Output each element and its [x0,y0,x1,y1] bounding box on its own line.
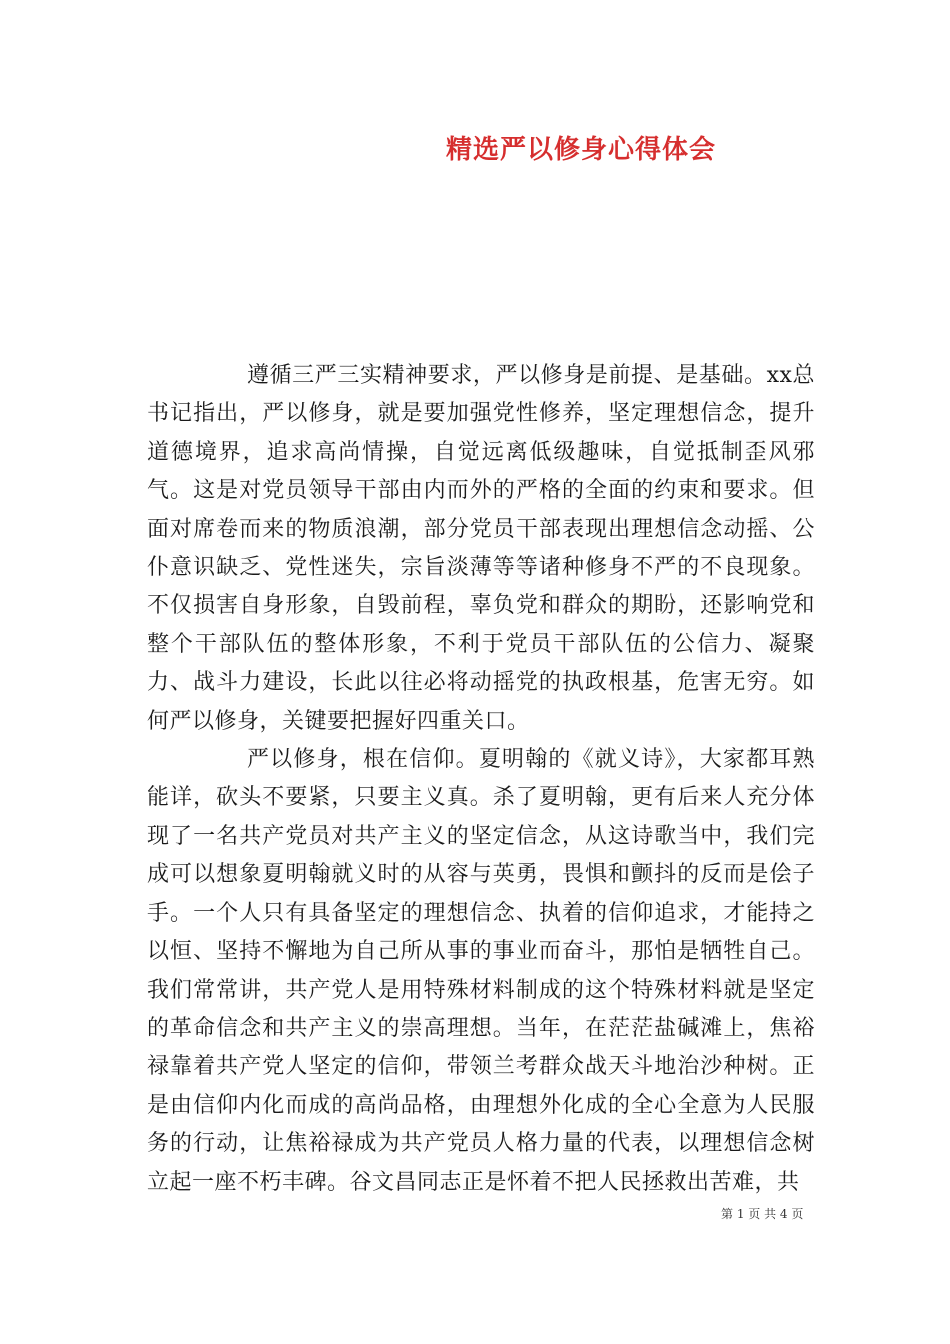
document-title: 精选严以修身心得体会 [446,135,717,165]
document-body [147,357,815,1202]
page-number: 第 1 页 共 4 页 [721,1207,804,1221]
paragraph: 遵循三严三实精神要求，严以修身是前提、是基础。xx总书记指出，严以修身，就是要加强党性修养，坚定理想信念，提升道德境界，追求高尚情操，自觉远离低级趣味，自觉抵制歪风邪气。这是对党员领导干部由内而外的严格的全面的约束和要求。但面对席卷而来的物质浪潮，部分党员干部表现出理想信念动摇、公仆意识缺乏、党性迷失，宗旨淡薄等等诸种修身不严的不良现象。不仅损害自身形象，自毁前程，辜负党和群众的期盼，还影响党和整个干部队伍的整体形象，不利于党员干部队伍的公信力、凝聚力、战斗力建设，长此以往必将动摇党的执政根基，危害无穷。如何严以修身，关键要把握好四重关口。 [147,363,815,734]
paragraph: 严以修身，根在信仰。夏明翰的《就义诗》，大家都耳熟能详，砍头不要紧，只要主义真。杀了夏明翰，更有后来人充分体现了一名共产党员对共产主义的坚定信念，从这诗歌当中，我们完成可以想象夏明翰就义时的从容与英勇，畏惧和颤抖的反而是侩子手。一个人只有具备坚定的理想信念、执着的信仰追求，才能持之以恒、坚持不懈地为自己所从事的事业而奋斗，那怕是牺牲自己。我们常常讲，共产党人是用特殊材料制成的这个特殊材料就是坚定的革命信念和共产主义的崇高理想。当年，在茫茫盐碱滩上，焦裕禄靠着共产党人坚定的信仰，带领兰考群众战天斗地治沙种树。正是由信仰内化而成的高尚品格，由理想外化成的全心全意为人民服务的行动，让焦裕禄成为共产党员人格力量的代表，以理想信念树立起一座不朽丰碑。谷文昌同志正是怀着不把人民拯救出苦难，共 [147,747,815,1195]
